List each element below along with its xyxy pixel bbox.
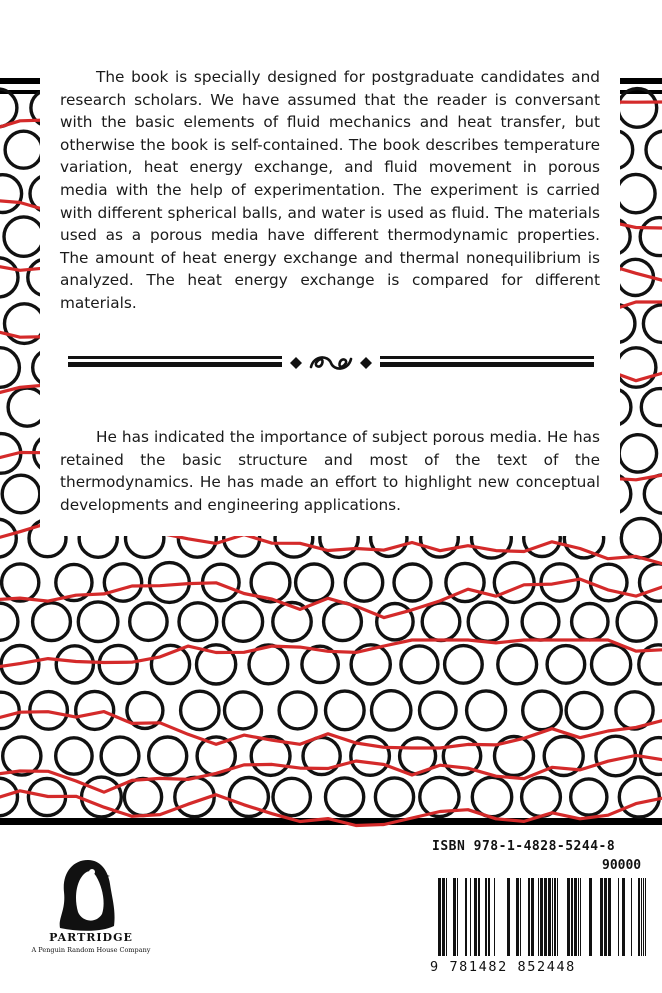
barcode-bar	[457, 878, 458, 956]
barcode-bar	[548, 878, 551, 956]
pore-circle	[2, 475, 40, 513]
barcode-bar	[470, 878, 471, 956]
pore-circle	[522, 778, 561, 817]
pore-circle	[377, 604, 413, 640]
pore-circle	[326, 691, 365, 730]
pore-circle	[56, 646, 93, 683]
barcode-bar	[544, 878, 547, 956]
pore-circle	[0, 258, 18, 297]
isbn-label: ISBN 978-1-4828-5244-8	[432, 839, 616, 854]
barcode-bar	[600, 878, 603, 956]
pore-circle	[401, 646, 438, 683]
barcode-bar	[589, 878, 592, 956]
barcode-bar	[638, 878, 640, 956]
barcode-bar	[578, 878, 579, 956]
barcode-bar	[474, 878, 477, 956]
barcode-bar	[643, 878, 644, 956]
pore-circle	[619, 777, 659, 817]
pore-circle	[33, 603, 71, 641]
barcode-bar	[465, 878, 467, 956]
pore-circle	[617, 602, 656, 641]
pore-circle	[324, 603, 362, 641]
barcode-digits: 9 781482 852448	[430, 959, 576, 975]
pore-circle	[104, 564, 141, 601]
barcode-icon	[436, 878, 652, 958]
barcode-bar	[540, 878, 543, 956]
barcode-bar	[507, 878, 510, 956]
pore-circle	[498, 645, 537, 684]
pore-circle	[56, 738, 92, 774]
pore-circle	[101, 737, 139, 775]
pore-circle	[296, 564, 333, 601]
pore-circle	[76, 691, 114, 729]
barcode-bar	[552, 878, 553, 956]
pore-circle	[5, 131, 42, 168]
barcode-bar	[604, 878, 607, 956]
barcode-bar	[567, 878, 570, 956]
barcode-bar	[571, 878, 573, 956]
pore-circle	[467, 691, 506, 730]
pore-circle	[472, 777, 511, 816]
pore-circle	[273, 778, 310, 815]
ornamental-divider	[66, 351, 596, 375]
barcode-bar	[608, 878, 611, 956]
pore-circle	[445, 646, 483, 684]
pore-circle	[590, 564, 627, 601]
description-paragraph: The book is specially designed for postgraduate candidates and research scholars. We have assumed that the reader is conversant with the basic elements of fluid mechanics and heat transfer, but otherwise the book is self-contained. The book describes temperature variation, heat energy exchange, and fluid movement in porous media with the help of experimentation. The experiment is carried with different spherical balls, and water is used as fluid. The materials used as a porous media have different thermodynamic properties. The amount of heat energy exchange and thermal nonequilibrium is analyzed. The heat energy exchange is compared for different materials.	[60, 68, 600, 312]
pore-circle	[0, 692, 19, 728]
pore-circle	[279, 692, 316, 729]
barcode-bar	[516, 878, 519, 956]
pore-circle	[619, 435, 656, 472]
pore-circle	[494, 563, 534, 603]
pore-circle	[372, 691, 411, 730]
pore-circle	[523, 691, 562, 730]
barcode-bar	[618, 878, 619, 956]
pore-circle	[2, 564, 39, 601]
barcode-bar	[631, 878, 632, 956]
barcode-bar	[557, 878, 558, 956]
price-code: 90000	[602, 858, 642, 873]
barcode-bar	[580, 878, 581, 956]
barcode-bar	[438, 878, 441, 956]
barcode-bar	[641, 878, 642, 956]
pore-circle	[522, 603, 559, 640]
pore-circle	[0, 175, 22, 213]
pore-circle	[4, 217, 43, 256]
pore-circle	[571, 779, 607, 815]
pore-circle	[326, 778, 364, 816]
barcode-bar	[453, 878, 456, 956]
barcode-bar	[538, 878, 539, 956]
pore-circle	[151, 645, 189, 683]
barcode-bar	[494, 878, 495, 956]
publisher-tagline: A Penguin Random House Company	[31, 946, 151, 954]
pore-circle	[547, 646, 585, 684]
flourish-icon	[311, 357, 351, 368]
author-paragraph: He has indicated the importance of subject porous media. He has retained the basic structure and most of the text of the thermodynamics. He has made an effort to highlight new conceptual developments and engineering applications.	[60, 428, 600, 514]
pore-circle	[375, 778, 413, 816]
pore-circle	[641, 389, 662, 426]
barcode-bar	[446, 878, 447, 956]
barcode-bar	[442, 878, 445, 956]
barcode-bar	[574, 878, 577, 956]
pore-circle	[468, 602, 507, 641]
pore-circle	[124, 778, 161, 815]
pore-circle	[225, 692, 262, 729]
pore-circle	[618, 89, 657, 128]
barcode-bar	[488, 878, 490, 956]
pore-circle	[644, 475, 662, 513]
pore-circle	[78, 602, 118, 642]
publisher-name: PARTRIDGE	[49, 931, 133, 944]
pore-circle	[643, 305, 662, 343]
pore-circle	[345, 564, 382, 601]
pore-circle	[223, 602, 262, 641]
barcode-bar	[554, 878, 556, 956]
pore-circle	[420, 692, 457, 729]
barcode-bar	[531, 878, 534, 956]
pore-circle	[566, 692, 602, 728]
pore-circle	[3, 737, 41, 775]
pore-circle	[640, 218, 662, 256]
barcode-bar	[485, 878, 487, 956]
pore-circle	[592, 645, 631, 684]
pore-circle	[621, 519, 660, 558]
barcode-bar	[520, 878, 521, 956]
barcode-bar	[622, 878, 625, 956]
pore-circle	[130, 603, 167, 640]
barcode-bar	[645, 878, 646, 956]
pore-circle	[617, 174, 655, 212]
pore-circle	[640, 564, 662, 601]
pore-circle	[99, 645, 137, 683]
pore-circle	[422, 603, 460, 641]
pore-circle	[646, 131, 662, 168]
pore-circle	[179, 603, 217, 641]
pore-circle	[572, 604, 608, 640]
pore-circle	[0, 348, 19, 388]
pore-circle	[149, 737, 187, 775]
barcode-bar	[478, 878, 480, 956]
pore-circle	[0, 603, 18, 640]
pore-circle	[394, 564, 431, 601]
pore-circle	[181, 691, 219, 729]
barcode-bar	[528, 878, 530, 956]
